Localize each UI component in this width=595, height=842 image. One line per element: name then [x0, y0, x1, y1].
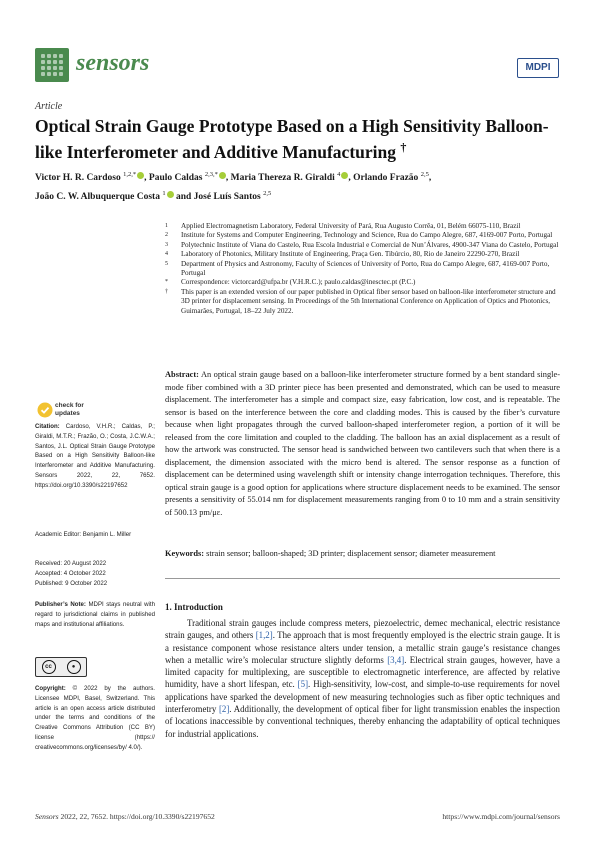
- published-date: Published: 9 October 2022: [35, 579, 108, 587]
- affiliation-text: Laboratory of Photonics, Military Institute of Engineering, Praça Gen. Tibúrcio, 80, Rio de Janeiro 22290-270, Brazil: [181, 250, 520, 259]
- citation-link[interactable]: [1,2]: [255, 630, 273, 641]
- affiliation-mark: 1: [165, 223, 168, 229]
- journal-name[interactable]: sensors: [76, 50, 150, 76]
- intro-text: Traditional strain gauges include compress meters, piezoelectric, demec mechanical, electric resistance strain gauges, and others: [165, 618, 560, 641]
- journal-logo: [35, 48, 69, 82]
- footer-journal: Sensors: [35, 812, 59, 821]
- cc-icon: cc: [42, 660, 56, 674]
- abstract-text: An optical strain gauge based on a balloon-like interferometer structure formed by a bent standard single-mode fiber combined with a 3D printer piece has been presented and demonstrated, which can be used to measure displacement. The interferometer has a simple and compact size, easy fabrication, low cost, and is repeatable. The sensor is based on the interference between the core and cladding modes. This is caused by the fiber’s curvature because when light propagates through the curved balloon-shaped interferometer region, a portion of it will be released from the core limitation and coupled to the cladding. The balloon has an axial displacement as a result of how the artwork was constructed. The sensor head is sandwiched between two cantilevers such that when there is a displacement, the dimension associated with the micro bend is altered. The sensor response as a function of displacement can be determined using wavelength shift or intensity change interrogation techniques. Therefore, this optical strain gauge is a good option for applications where structure displacement needs to be examined. The sensor presents a sensitivity of 55.014 nm for displacement measurements ranging from 0 to 10 mm and a strain sensitivity of 500.13 pm/με.: [165, 370, 560, 518]
- section-heading: 1. Introduction: [165, 602, 223, 612]
- intro-paragraph: [165, 617, 560, 740]
- affiliation-item: [165, 241, 560, 250]
- author-sup: 2,5: [420, 171, 429, 178]
- correspondence-item: [165, 278, 560, 287]
- correspondence-text[interactable]: Correspondence: victorcard@ufpa.br (V.H.R.C.); paulo.caldas@inesctec.pt (P.C.): [181, 278, 416, 287]
- citation-link[interactable]: [5]: [297, 679, 309, 690]
- received-date: Received: 20 August 2022: [35, 560, 107, 567]
- affiliation-item: [165, 231, 560, 240]
- editor-block: [35, 530, 155, 540]
- abstract-label: Abstract:: [165, 370, 199, 379]
- footer-url[interactable]: https://www.mdpi.com/journal/sensors: [442, 812, 560, 821]
- footnote-item: [165, 288, 560, 316]
- orcid-icon[interactable]: [341, 172, 348, 179]
- orcid-icon[interactable]: [137, 172, 144, 179]
- author-sup: 4: [337, 171, 341, 178]
- intro-text: . Additionally, the development of optical fiber for light transmission enables the inspection of locations inaccessible by conventional techniques, thereby enhancing the adaptability of optical techniques for industrial applications.: [165, 704, 560, 739]
- intro-text: . High-sensitivity, low-cost, and simple-to-use requirements for novel applications have sparked the development of new measuring technologies such as fiber optic techniques and interferometry: [165, 679, 560, 715]
- note-text: MDPI stays neutral with regard to jurisdictional claims in published maps and institutional affiliations.: [35, 601, 155, 628]
- author-name[interactable]: João C. W. Albuquerque Costa: [35, 192, 160, 203]
- footer-citation-text[interactable]: 2022, 22, 7652. https://doi.org/10.3390/s22197652: [60, 812, 215, 821]
- affiliation-mark: 4: [165, 251, 168, 258]
- author-name[interactable]: Paulo Caldas: [148, 173, 203, 184]
- check-line-1: check for: [55, 402, 84, 409]
- intro-text: . Electrical strain gauges, however, have a limited capacity for multiplexing, are susceptible to electromagnetic interference, are affected by relative humidity, have a short lifespan, etc.: [165, 654, 560, 690]
- affiliation-mark: †: [165, 288, 168, 295]
- divider: [165, 578, 560, 579]
- publisher-note: [35, 600, 155, 629]
- affiliation-item: [165, 250, 560, 259]
- affiliation-mark: 3: [165, 241, 168, 248]
- footer-citation: [35, 812, 215, 821]
- author-name[interactable]: José Luís Santos: [193, 192, 261, 203]
- affiliation-mark: 2: [165, 232, 168, 239]
- paper-title: [35, 116, 555, 163]
- affiliation-mark: *: [165, 279, 168, 286]
- orcid-icon[interactable]: [219, 172, 226, 179]
- copyright-block: [35, 684, 155, 753]
- keywords: [165, 548, 560, 560]
- article-type: Article: [35, 101, 63, 112]
- author-sup: 1,2,*: [123, 171, 137, 178]
- citation-label: Citation:: [35, 423, 60, 430]
- publisher-logo[interactable]: MDPI: [517, 58, 559, 78]
- accepted-date: Accepted: 4 October 2022: [35, 569, 106, 577]
- by-icon: ●: [67, 660, 81, 674]
- author-name[interactable]: Orlando Frazão: [353, 173, 419, 184]
- keywords-label: Keywords:: [165, 549, 205, 558]
- check-line-2: updates: [55, 409, 80, 417]
- affiliations: [165, 222, 560, 316]
- note-label: Publisher’s Note:: [35, 601, 86, 608]
- editor-name: Benjamin L. Miller: [82, 531, 132, 538]
- author-sup: 2,5: [263, 190, 272, 198]
- title-text: Optical Strain Gauge Prototype Based on a High Sensitivity Balloon-like Interferometer and Additive Manufacturing: [35, 116, 549, 162]
- citation-link[interactable]: [2]: [218, 704, 230, 715]
- affiliation-text: Applied Electromagnetism Laboratory, Federal University of Pará, Rua Augusto Corrêa, 01, Belém 66075-110, Brazil: [181, 222, 521, 230]
- affiliation-text: Institute for Systems and Computer Engineering, Technology and Science, Rua do Campo Alegre, 687, 4169-007 Porto, Portugal: [181, 231, 553, 240]
- affiliation-text: Department of Physics and Astronomy, Faculty of Sciences of University of Porto, Rua do Campo Alegre, 687, 4169-007 Porto, Portugal: [181, 259, 550, 278]
- abstract: [165, 369, 560, 520]
- affiliation-item: [165, 260, 560, 279]
- orcid-icon[interactable]: [167, 191, 174, 198]
- citation-block: [35, 422, 155, 491]
- keywords-text: strain sensor; balloon-shaped; 3D printer; displacement sensor; diameter measurement: [206, 549, 496, 558]
- check-updates-icon: [37, 402, 53, 418]
- author-sup: 1: [162, 190, 166, 198]
- affiliation-mark: 5: [165, 260, 168, 267]
- copyright-label: Copyright:: [35, 685, 66, 692]
- affiliation-text: Polytechnic Institute of Viana do Castelo, Rua Escola Industrial e Comercial de Nun’Álvares, 4900-347 Viana do Castelo, Portugal: [181, 240, 559, 249]
- copyright-text: © 2022 by the authors. Licensee MDPI, Basel, Switzerland. This article is an open access article distributed under the terms and conditions of the Creative Commons Attribution (CC BY) license (https:// creativecommons.org/licenses/by/ 4.0/).: [35, 685, 155, 751]
- footnote-text: This paper is an extended version of our paper published in Optical fiber sensor based on balloon-like interferometer structure and 3D printer for displacement sensing. In Proceedings of the 5th International Conference on Application of Optics and Photonics, Guimarães, Portugal, 18–22 July 2022.: [181, 287, 556, 315]
- author-sup: 2,3,*: [204, 171, 218, 178]
- author-list: Victor H. R. Cardoso $^{1,2,*}$ , Paulo Caldas $^{2,3,*}$ , Maria Thereza R. Giraldi $^4$ , Orlando Frazão $^{2,5}$, João C. W. Albuquerque Costa $^1$ and José Luís Santos $^{2,5}$: [35, 171, 432, 203]
- check-for-updates-badge[interactable]: [37, 400, 85, 420]
- dates-block: [35, 559, 155, 588]
- citation-link[interactable]: [3,4]: [387, 654, 405, 665]
- affiliation-item: [165, 222, 560, 231]
- cc-license-logo[interactable]: [35, 657, 87, 677]
- intro-text: . The approach that is most frequently employed is the electric strain gauge. It is a resistance component whose resistance alters under tension, a metallic strain gauge’s resistance changes when a metallic wire’s molecular structure slightly deforms: [165, 630, 560, 665]
- editor-label: Academic Editor:: [35, 531, 82, 538]
- title-mark: †: [400, 140, 407, 154]
- author-name[interactable]: Victor H. R. Cardoso: [35, 173, 121, 184]
- citation-text[interactable]: Cardoso, V.H.R.; Caldas, P.; Giraldi, M.T.R.; Frazão, O.; Costa, J.C.W.A.; Santos, J.L. Optical Strain Gauge Prototype Based on a High Sensitivity Balloon-like Interferometer and Additive Manufacturing. Sensors 2022, 22, 7652. https://doi.org/10.3390/s22197652: [35, 423, 155, 489]
- author-name[interactable]: Maria Thereza R. Giraldi: [230, 173, 335, 184]
